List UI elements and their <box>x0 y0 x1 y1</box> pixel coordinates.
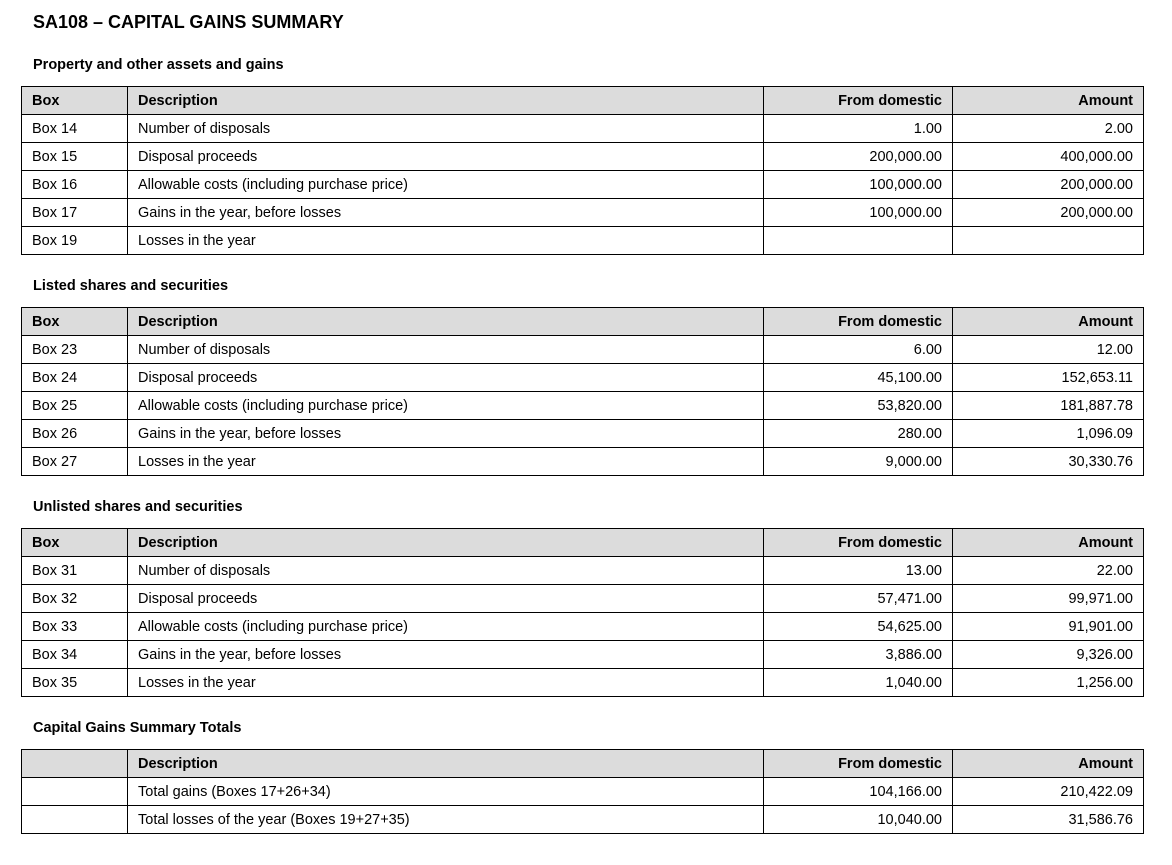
amount-cell: 181,887.78 <box>953 392 1144 420</box>
domestic-cell: 9,000.00 <box>764 448 953 476</box>
column-header-domestic: From domestic <box>764 529 953 557</box>
listed-shares-table <box>21 307 1144 476</box>
domestic-cell: 200,000.00 <box>764 143 953 171</box>
table-header-row <box>22 750 1144 778</box>
column-header-box: Box <box>22 529 128 557</box>
amount-cell: 400,000.00 <box>953 143 1144 171</box>
section-heading-unlisted-shares: Unlisted shares and securities <box>33 499 243 515</box>
description-cell: Total losses of the year (Boxes 19+27+35) <box>128 806 764 834</box>
table-row <box>22 420 1144 448</box>
box-cell: Box 15 <box>22 143 128 171</box>
box-cell: Box 14 <box>22 115 128 143</box>
table-row <box>22 143 1144 171</box>
column-header-amount: Amount <box>953 87 1144 115</box>
box-cell: Box 25 <box>22 392 128 420</box>
table-row <box>22 199 1144 227</box>
amount-cell: 22.00 <box>953 557 1144 585</box>
description-cell: Disposal proceeds <box>128 364 764 392</box>
box-cell: Box 24 <box>22 364 128 392</box>
domestic-cell: 100,000.00 <box>764 171 953 199</box>
domestic-cell: 1,040.00 <box>764 669 953 697</box>
column-header-description: Description <box>128 529 764 557</box>
box-cell: Box 19 <box>22 227 128 255</box>
domestic-cell: 3,886.00 <box>764 641 953 669</box>
box-cell: Box 26 <box>22 420 128 448</box>
description-cell: Gains in the year, before losses <box>128 199 764 227</box>
column-header-domestic: From domestic <box>764 87 953 115</box>
table-row <box>22 448 1144 476</box>
domestic-cell <box>764 227 953 255</box>
column-header-box: Box <box>22 87 128 115</box>
table-header-row <box>22 87 1144 115</box>
description-cell: Gains in the year, before losses <box>128 420 764 448</box>
table-row <box>22 171 1144 199</box>
description-cell: Losses in the year <box>128 669 764 697</box>
domestic-cell: 45,100.00 <box>764 364 953 392</box>
section-heading-totals: Capital Gains Summary Totals <box>33 720 242 736</box>
description-cell: Gains in the year, before losses <box>128 641 764 669</box>
box-cell: Box 32 <box>22 585 128 613</box>
description-cell: Losses in the year <box>128 227 764 255</box>
table-header-row <box>22 529 1144 557</box>
description-cell: Allowable costs (including purchase price) <box>128 171 764 199</box>
totals-table <box>21 749 1144 834</box>
table-row <box>22 227 1144 255</box>
amount-cell <box>953 227 1144 255</box>
box-cell: Box 31 <box>22 557 128 585</box>
description-cell: Allowable costs (including purchase price) <box>128 392 764 420</box>
column-header-box: Box <box>22 308 128 336</box>
box-cell: Box 27 <box>22 448 128 476</box>
column-header-amount: Amount <box>953 529 1144 557</box>
amount-cell: 1,096.09 <box>953 420 1144 448</box>
description-cell: Losses in the year <box>128 448 764 476</box>
amount-cell: 31,586.76 <box>953 806 1144 834</box>
amount-cell: 210,422.09 <box>953 778 1144 806</box>
description-cell: Allowable costs (including purchase price) <box>128 613 764 641</box>
table-row <box>22 364 1144 392</box>
section-heading-listed-shares: Listed shares and securities <box>33 278 229 294</box>
description-cell: Disposal proceeds <box>128 143 764 171</box>
amount-cell: 200,000.00 <box>953 171 1144 199</box>
amount-cell: 2.00 <box>953 115 1144 143</box>
amount-cell: 99,971.00 <box>953 585 1144 613</box>
domestic-cell: 104,166.00 <box>764 778 953 806</box>
column-header-amount: Amount <box>953 308 1144 336</box>
table-row <box>22 336 1144 364</box>
column-header-domestic: From domestic <box>764 308 953 336</box>
table-row <box>22 641 1144 669</box>
amount-cell: 9,326.00 <box>953 641 1144 669</box>
description-cell: Total gains (Boxes 17+26+34) <box>128 778 764 806</box>
page-title: SA108 – CAPITAL GAINS SUMMARY <box>33 12 344 32</box>
amount-cell: 12.00 <box>953 336 1144 364</box>
table-row <box>22 115 1144 143</box>
domestic-cell: 53,820.00 <box>764 392 953 420</box>
domestic-cell: 13.00 <box>764 557 953 585</box>
property-gains-table <box>21 86 1144 255</box>
table-header-row <box>22 308 1144 336</box>
column-header-description: Description <box>128 308 764 336</box>
amount-cell: 152,653.11 <box>953 364 1144 392</box>
table-row <box>22 557 1144 585</box>
column-header-amount: Amount <box>953 750 1144 778</box>
column-header-domestic: From domestic <box>764 750 953 778</box>
domestic-cell: 54,625.00 <box>764 613 953 641</box>
table-row <box>22 669 1144 697</box>
table-row <box>22 806 1144 834</box>
box-cell: Box 34 <box>22 641 128 669</box>
description-cell: Number of disposals <box>128 115 764 143</box>
box-cell: Box 17 <box>22 199 128 227</box>
box-cell: Box 23 <box>22 336 128 364</box>
domestic-cell: 100,000.00 <box>764 199 953 227</box>
column-header-description: Description <box>128 750 764 778</box>
box-cell <box>22 806 128 834</box>
table-row <box>22 585 1144 613</box>
box-cell: Box 16 <box>22 171 128 199</box>
amount-cell: 200,000.00 <box>953 199 1144 227</box>
domestic-cell: 1.00 <box>764 115 953 143</box>
domestic-cell: 280.00 <box>764 420 953 448</box>
description-cell: Number of disposals <box>128 336 764 364</box>
table-row <box>22 392 1144 420</box>
box-cell: Box 33 <box>22 613 128 641</box>
description-cell: Number of disposals <box>128 557 764 585</box>
box-cell: Box 35 <box>22 669 128 697</box>
table-row <box>22 778 1144 806</box>
domestic-cell: 57,471.00 <box>764 585 953 613</box>
domestic-cell: 6.00 <box>764 336 953 364</box>
amount-cell: 30,330.76 <box>953 448 1144 476</box>
column-header-description: Description <box>128 87 764 115</box>
amount-cell: 91,901.00 <box>953 613 1144 641</box>
domestic-cell: 10,040.00 <box>764 806 953 834</box>
table-row <box>22 613 1144 641</box>
section-heading-property: Property and other assets and gains <box>33 57 284 73</box>
amount-cell: 1,256.00 <box>953 669 1144 697</box>
description-cell: Disposal proceeds <box>128 585 764 613</box>
column-header-box-empty <box>22 750 128 778</box>
unlisted-shares-table <box>21 528 1144 697</box>
box-cell <box>22 778 128 806</box>
